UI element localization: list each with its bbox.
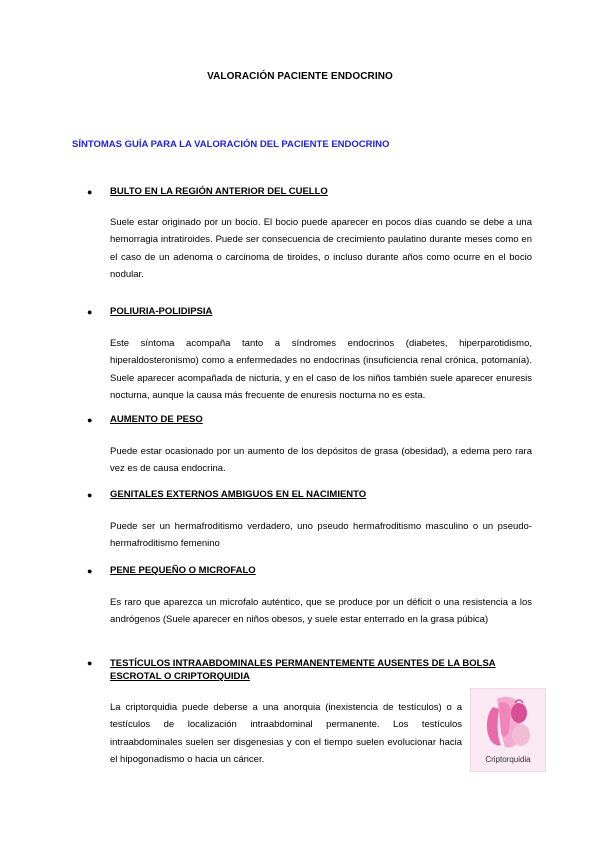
- item-heading: [84, 414, 532, 426]
- item-heading: [84, 186, 532, 198]
- item-paragraph: La criptorquidia puede deberse a una anorquia (inexistencia de testículos) o a testículos de localización intraabdominal permanente. Los testículos intraabdominales suelen ser disgenesias y con el tiempo suelen evolucionar hacia el hipogonadismo o hacia un cáncer.: [110, 702, 462, 765]
- list-item-poliuria: [84, 306, 532, 404]
- item-paragraph: Este síntoma acompaña tanto a síndromes endocrinos (diabetes, hiperparotidismo, hiperaldosteronismo) como a enfermedades no endocrinas (insuficiencia renal crónica, potomanía). Suele aparecer acompañada de nicturia, y en el caso de los niños también suele aparecer enuresis nocturna, aunque la causa más frecuente de enuresis nocturna no es esta.: [110, 338, 532, 401]
- list-item-genitales-ambiguos: [84, 489, 532, 553]
- item-heading: [84, 657, 532, 683]
- item-heading-text: GENITALES EXTERNOS AMBIGUOS EN EL NACIMIENTO: [110, 489, 367, 500]
- item-paragraph: Es raro que aparezca un microfalo auténtico, que se produce por un déficit o una resistencia a los andrógenos (Suele aparecer en niños obesos, y suele estar enterrado en la grasa púbica): [110, 597, 532, 626]
- item-heading: [84, 306, 532, 318]
- figure-caption: Criptorquidia: [485, 755, 531, 764]
- list-item-microfalo: [84, 565, 532, 629]
- bullet-icon: ●: [87, 187, 93, 197]
- criptorquidia-figure: [470, 688, 546, 772]
- item-heading: [84, 565, 532, 577]
- item-heading: [84, 489, 532, 501]
- bullet-icon: ●: [87, 566, 93, 576]
- bullet-icon: ●: [87, 490, 93, 500]
- bullet-icon: ●: [87, 415, 93, 425]
- item-heading-text: PENE PEQUEÑO O MICROFALO: [110, 565, 256, 576]
- item-heading-text: BULTO EN LA REGIÓN ANTERIOR DEL CUELLO: [110, 186, 328, 197]
- list-item-aumento-peso: [84, 414, 532, 478]
- item-paragraph: Puede estar ocasionado por un aumento de los depósitos de grasa (obesidad), a edema pero rara vez es de causa endocrina.: [110, 446, 532, 475]
- criptorquidia-illustration-icon: [475, 693, 541, 753]
- item-heading-text: POLIURIA-POLIDIPSIA: [110, 306, 213, 317]
- item-heading-text: AUMENTO DE PESO: [110, 414, 203, 425]
- item-paragraph: Puede ser un hermafroditismo verdadero, uno pseudo hermafroditismo masculino o un pseudo-hermafroditismo femenino: [110, 521, 532, 550]
- item-heading-text: TESTÍCULOS INTRAABDOMINALES PERMANENTEMENTE AUSENTES DE LA BOLSA ESCROTAL O CRIPTORQUIDIA: [110, 658, 496, 682]
- list-item-criptorquidia: [84, 657, 532, 768]
- bullet-icon: ●: [87, 307, 93, 317]
- item-paragraph: Suele estar originado por un bocio. El bocio puede aparecer en pocos días cuando se debe a una hemorragia intratiroides. Puede ser consecuencia de crecimiento paulatino durante meses como en el caso de un adenoma o carcinoma de tiroides, o incluso durante años como ocurre en el bocio nodular.: [110, 217, 532, 280]
- list-item-bulto-cuello: [84, 186, 532, 283]
- section-heading: SÍNTOMAS GUÍA PARA LA VALORACIÓN DEL PACIENTE ENDOCRINO: [72, 139, 390, 150]
- bullet-icon: ●: [87, 658, 93, 668]
- document-title: VALORACIÓN PACIENTE ENDOCRINO: [207, 71, 393, 82]
